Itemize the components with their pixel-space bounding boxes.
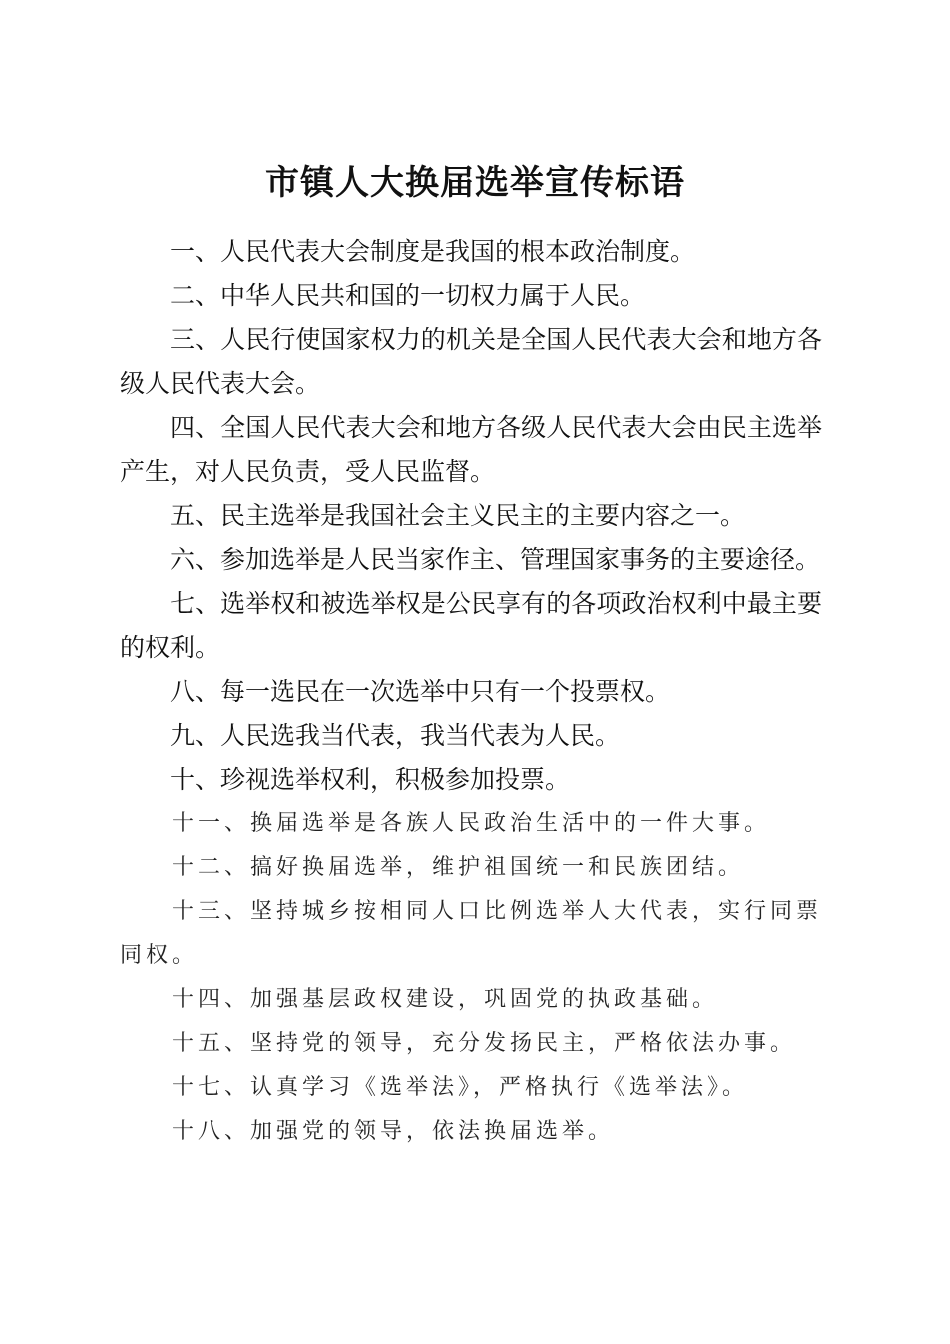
- slogan-item: 八、每一选民在一次选举中只有一个投票权。: [170, 677, 671, 706]
- slogan-item: 十七、认真学习《选举法》，严格执行《选举法》。: [172, 1075, 749, 1100]
- slogan-list: [120, 230, 822, 1154]
- slogan-item: 十五、坚持党的领导，充分发扬民主，严格依法办事。: [172, 1031, 797, 1056]
- slogan-item: 十四、加强基层政权建设，巩固党的执政基础。: [172, 987, 719, 1012]
- slogan-item: 四、全国人民代表大会和地方各级人民代表大会由民主选举产生，对人民负责，受人民监督。: [120, 413, 822, 486]
- slogan-item: 三、人民行使国家权力的机关是全国人民代表大会和地方各级人民代表大会。: [120, 325, 822, 398]
- slogan-item: 十、珍视选举权利，积极参加投票。: [170, 765, 571, 794]
- slogan-item: 六、参加选举是人民当家作主、管理国家事务的主要途径。: [170, 545, 821, 574]
- slogan-item: 九、人民选我当代表，我当代表为人民。: [170, 721, 621, 750]
- slogan-item: 十八、加强党的领导，依法换届选举。: [172, 1119, 615, 1144]
- slogan-item: 十一、换届选举是各族人民政治生活中的一件大事。: [172, 811, 771, 836]
- slogan-item: 五、民主选举是我国社会主义民主的主要内容之一。: [170, 501, 746, 530]
- slogan-item: 七、选举权和被选举权是公民享有的各项政治权利中最主要的权利。: [120, 589, 822, 662]
- document-title: 市镇人大换届选举宣传标语: [265, 162, 685, 203]
- slogan-item: 二、中华人民共和国的一切权力属于人民。: [170, 281, 646, 310]
- slogan-item: 十三、坚持城乡按相同人口比例选举人大代表，实行同票同权。: [120, 899, 823, 968]
- slogan-item: 十二、搞好换届选举，维护祖国统一和民族团结。: [172, 855, 745, 880]
- slogan-item: 一、人民代表大会制度是我国的根本政治制度。: [170, 237, 696, 266]
